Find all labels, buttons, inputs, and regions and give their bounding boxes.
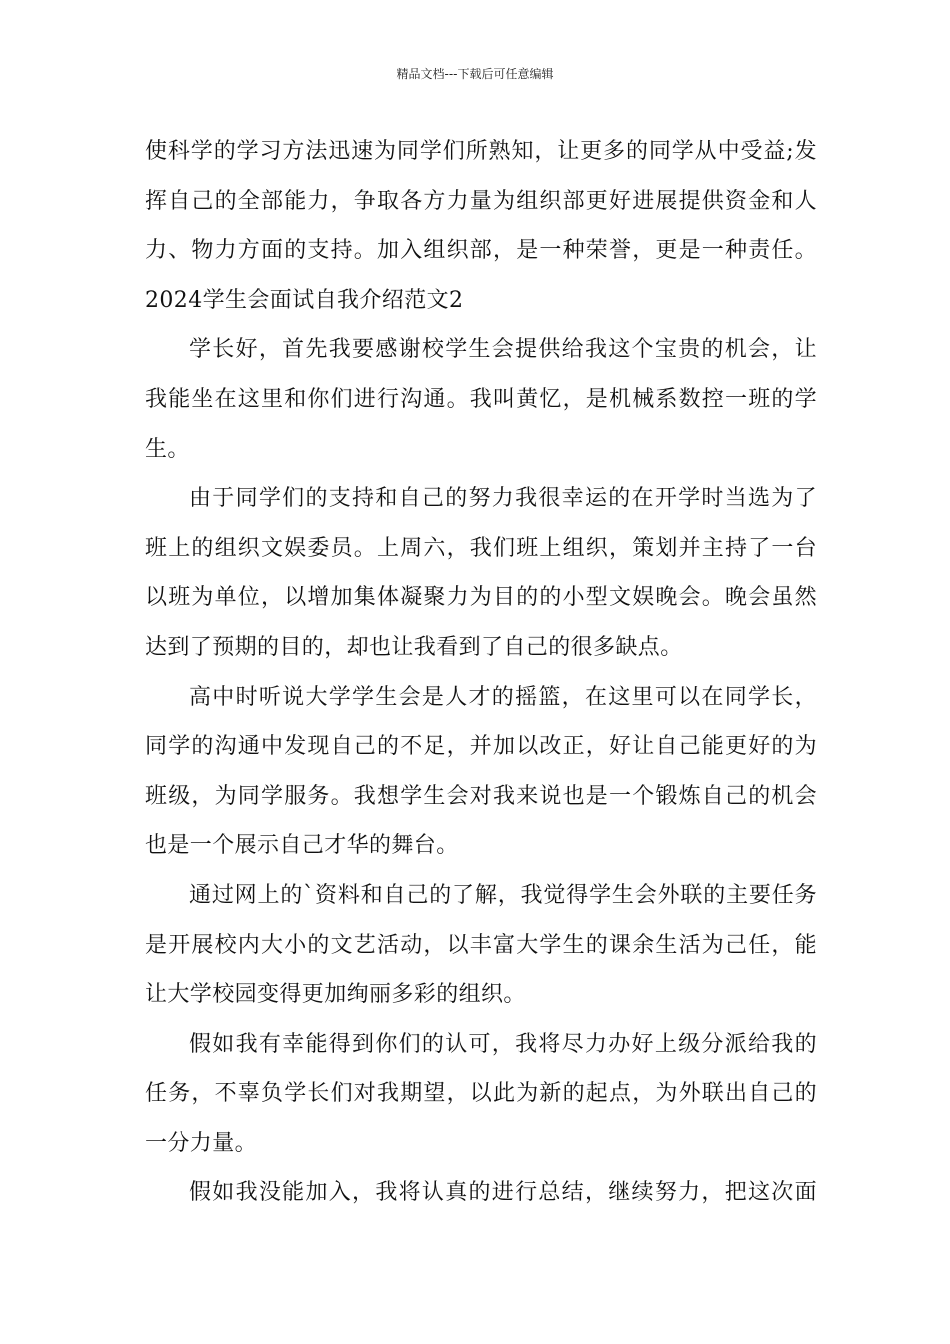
text-line: 通过网上的`资料和自己的了解，我觉得学生会外联的主要任务 — [189, 882, 817, 908]
document-body — [145, 127, 817, 1218]
page-header: 精品文档---下载后可任意编辑 — [396, 67, 554, 81]
text-line: 高中时听说大学学生会是人才的摇篮，在这里可以在同学长， — [189, 684, 817, 710]
text-line: 以班为单位，以增加集体凝聚力为目的的小型文娱晚会。晚会虽然 — [145, 585, 817, 611]
text-line: 让大学校园变得更加绚丽多彩的组织。 — [145, 982, 526, 1008]
text-line: 假如我有幸能得到你们的认可，我将尽力办好上级分派给我的 — [189, 1031, 817, 1057]
text-line: 学长好，首先我要感谢校学生会提供给我这个宝贵的机会，让 — [189, 337, 817, 363]
text-line: 同学的沟通中发现自己的不足，并加以改正，好让自己能更好的为 — [145, 734, 817, 760]
text-line: 由于同学们的支持和自己的努力我很幸运的在开学时当选为了 — [189, 486, 817, 512]
text-line: 2024学生会面试自我介绍范文2 — [145, 287, 464, 313]
text-line: 也是一个展示自己才华的舞台。 — [145, 833, 459, 859]
text-line: 假如我没能加入，我将认真的进行总结，继续努力，把这次面 — [189, 1180, 817, 1206]
text-line: 班级，为同学服务。我想学生会对我来说也是一个锻炼自己的机会 — [145, 783, 817, 809]
text-line: 达到了预期的目的，却也让我看到了自己的很多缺点。 — [145, 634, 683, 660]
text-line: 我能坐在这里和你们进行沟通。我叫黄忆，是机械系数控一班的学 — [145, 386, 817, 412]
text-line: 是开展校内大小的文艺活动，以丰富大学生的课余生活为己任，能 — [145, 932, 817, 958]
text-line: 挥自己的全部能力，争取各方力量为组织部更好进展提供资金和人 — [145, 188, 817, 214]
text-line: 一分力量。 — [145, 1130, 258, 1156]
text-line: 班上的组织文娱委员。上周六，我们班上组织，策划并主持了一台 — [145, 535, 817, 561]
text-line: 生。 — [145, 436, 190, 462]
text-line: 任务，不辜负学长们对我期望，以此为新的起点，为外联出自己的 — [145, 1081, 817, 1107]
text-line: 使科学的学习方法迅速为同学们所熟知，让更多的同学从中受益;发 — [145, 139, 817, 164]
text-line: 力、物力方面的支持。加入组织部，是一种荣誉，更是一种责任。 — [145, 238, 817, 264]
